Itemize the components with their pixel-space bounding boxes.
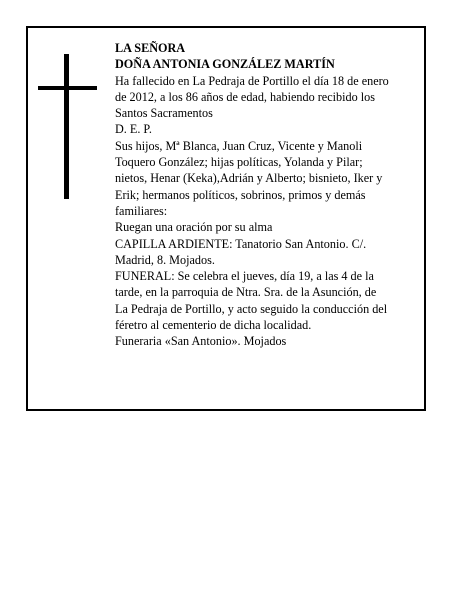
notice-line: de 2012, a los 86 años de edad, habiendo recibido los <box>115 89 375 104</box>
notice-line: Ruegan una oración por su alma <box>115 220 273 235</box>
notice-line: féretro al cementerio de dicha localidad. <box>115 318 312 333</box>
cross-vertical-bar <box>64 54 69 199</box>
notice-line: D. E. P. <box>115 122 152 137</box>
notice-line: Madrid, 8. Mojados. <box>115 252 215 267</box>
notice-line: Funeraria «San Antonio». Mojados <box>115 334 287 349</box>
obituary-notice <box>26 26 426 411</box>
notice-line: Erik; hermanos políticos, sobrinos, primos y demás <box>115 187 366 202</box>
cross-horizontal-bar <box>38 86 97 90</box>
notice-line: Sus hijos, Mª Blanca, Juan Cruz, Vicente y Manoli <box>115 138 363 153</box>
notice-line: Ha fallecido en La Pedraja de Portillo el día 18 de enero <box>115 73 389 88</box>
cross-icon <box>38 54 98 199</box>
notice-heading: LA SEÑORA <box>115 41 186 55</box>
notice-line: tarde, en la parroquia de Ntra. Sra. de la Asunción, de <box>115 285 377 300</box>
deceased-name: DOÑA ANTONIA GONZÁLEZ MARTÍN <box>115 57 335 72</box>
notice-text <box>115 40 421 350</box>
notice-line: nietos, Henar (Keka),Adrián y Alberto; bisnieto, Iker y <box>115 171 383 186</box>
notice-line: Toquero González; hijas políticas, Yolanda y Pilar; <box>115 155 363 170</box>
notice-line: familiares: <box>115 203 168 218</box>
notice-line: CAPILLA ARDIENTE: Tanatorio San Antonio. C/. <box>115 236 367 251</box>
notice-line: FUNERAL: Se celebra el jueves, día 19, a las 4 de la <box>115 269 374 284</box>
notice-line: La Pedraja de Portillo, y acto seguido la conducción del <box>115 301 388 316</box>
notice-line: Santos Sacramentos <box>115 106 213 121</box>
